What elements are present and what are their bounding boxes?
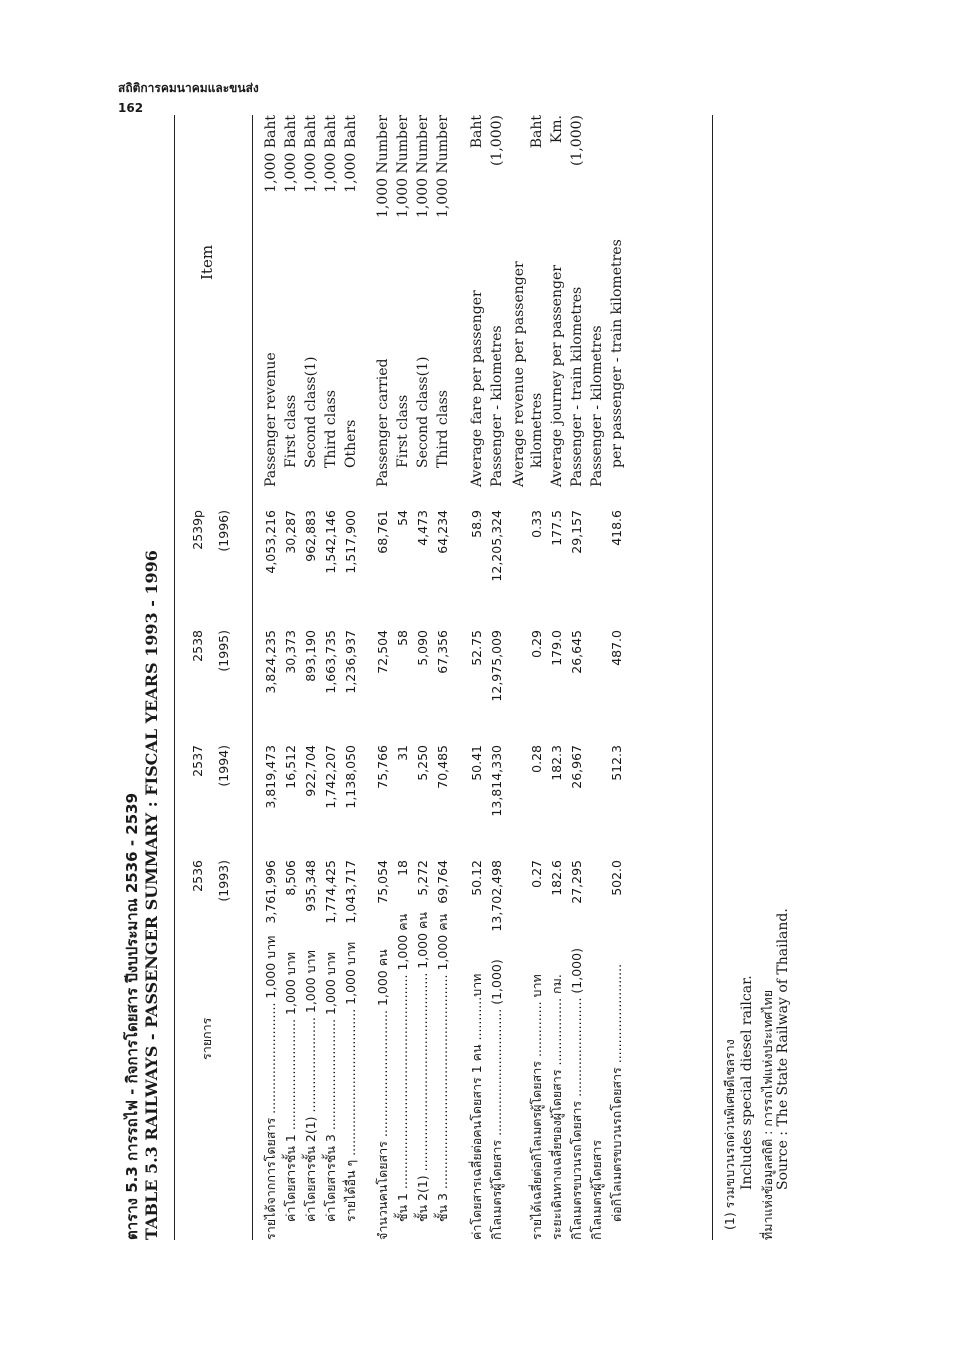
row-label-english: First class xyxy=(283,394,299,468)
header-item-english: Item xyxy=(198,244,216,280)
cell-value: 1,517,900 xyxy=(343,510,358,574)
cell-value: 31 xyxy=(395,745,410,761)
cell-value: 12,205,324 xyxy=(489,510,504,582)
row-label-thai: จำนวนคนโดยสาร ................................ 1,000 คน xyxy=(375,949,390,1240)
row-label-thai: ค่าโดยสารชั้น 1 ............................ 1,000 บาท xyxy=(283,951,298,1222)
cell-value: 4,053,216 xyxy=(263,510,278,574)
row-label-thai: ชั้น 2(1) .................................................. 1,000 คน xyxy=(415,912,430,1222)
publication-title: สถิติการคมนาคมและขนส่ง xyxy=(118,81,259,95)
row-label-thai: กิโลเมตรขบวนรถโดยสาร ......................... (1,000) xyxy=(569,948,584,1240)
year-th-3: 2539p xyxy=(190,510,205,550)
cell-value: 52.75 xyxy=(469,630,484,666)
cell-value: 72,504 xyxy=(375,630,390,674)
row-label-english: Passenger - train kilometres xyxy=(569,286,585,487)
cell-value: 58.9 xyxy=(469,510,484,538)
header-bottom-rule xyxy=(252,115,253,1240)
cell-value: 18 xyxy=(395,860,410,876)
row-unit: 1,000 Baht xyxy=(263,115,279,193)
row-label-english: Passenger revenue xyxy=(263,352,279,487)
cell-value: 1,774,425 xyxy=(323,860,338,924)
cell-value: 922,704 xyxy=(303,745,318,797)
rotated-table xyxy=(112,95,792,1280)
row-unit: 1,000 Number xyxy=(415,115,431,219)
footnote-thai: (1) รวมขบวนรถด่วนพิเศษดีเซลราง xyxy=(722,1039,737,1230)
row-label-english: Second class(1) xyxy=(303,356,319,468)
cell-value: 1,663,735 xyxy=(323,630,338,694)
cell-value: 75,766 xyxy=(375,745,390,789)
cell-value: 75,054 xyxy=(375,860,390,904)
year-en-0: (1993) xyxy=(216,860,231,902)
year-en-2: (1995) xyxy=(216,630,231,672)
row-label-thai: รายได้เฉลี่ยต่อกิโลเมตรผู้โดยสาร .............. บาท xyxy=(529,974,544,1240)
cell-value: 893,190 xyxy=(303,630,318,682)
cell-value: 26,645 xyxy=(569,630,584,674)
cell-value: 418.6 xyxy=(609,510,624,546)
row-unit: 1,000 Baht xyxy=(303,115,319,193)
page-number: 162 xyxy=(118,101,144,115)
footnote-english: Includes special diesel railcar. xyxy=(739,975,755,1190)
row-label-english: Others xyxy=(343,419,359,468)
cell-value: 13,702,498 xyxy=(489,860,504,932)
cell-value: 12,975,009 xyxy=(489,630,504,702)
cell-value: 58 xyxy=(395,630,410,646)
cell-value: 69,764 xyxy=(435,860,450,904)
cell-value: 4,473 xyxy=(415,510,430,546)
row-label-english: Third class xyxy=(435,390,451,468)
cell-value: 54 xyxy=(395,510,410,526)
cell-value: 8,506 xyxy=(283,860,298,896)
year-en-1: (1994) xyxy=(216,745,231,787)
row-label-english: Passenger - kilometres xyxy=(489,325,505,487)
cell-value: 177.5 xyxy=(549,510,564,546)
cell-value: 26,967 xyxy=(569,745,584,789)
cell-value: 5,250 xyxy=(415,745,430,781)
cell-value: 16,512 xyxy=(283,745,298,789)
table-bottom-rule xyxy=(712,115,713,1240)
cell-value: 3,761,996 xyxy=(263,860,278,924)
row-unit: 1,000 Number xyxy=(435,115,451,219)
cell-value: 182.3 xyxy=(549,745,564,781)
row-label-english: per passenger - train kilometres xyxy=(609,239,625,468)
row-unit: (1,000) xyxy=(489,115,505,167)
row-label-thai: รายได้จากการโดยสาร ............................ 1,000 บาท xyxy=(263,935,278,1240)
cell-value: 1,236,937 xyxy=(343,630,358,694)
row-label-thai: กิโลเมตรผู้โดยสาร ................................ (1,000) xyxy=(489,959,504,1240)
cell-value: 0.29 xyxy=(529,630,544,658)
cell-value: 3,824,235 xyxy=(263,630,278,694)
row-unit: Baht xyxy=(529,115,545,149)
row-unit: 1,000 Baht xyxy=(323,115,339,193)
cell-value: 30,373 xyxy=(283,630,298,674)
row-label-thai: ชั้น 1 ...................................................... 1,000 คน xyxy=(395,913,410,1222)
row-label-english: Average revenue per passenger xyxy=(511,261,527,487)
row-label-thai: ค่าโดยสารเฉลี่ยต่อคนโดยสาร 1 คน ...........บาท xyxy=(469,973,484,1240)
table-title-english: TABLE 5.3 RAILWAYS - PASSENGER SUMMARY : FISCAL YEARS 1993 - 1996 xyxy=(142,550,161,1240)
cell-value: 1,043,717 xyxy=(343,860,358,924)
cell-value: 5,090 xyxy=(415,630,430,666)
cell-value: 935,348 xyxy=(303,860,318,912)
row-label-english: First class xyxy=(395,394,411,468)
row-unit: Baht xyxy=(469,115,485,149)
row-label-english: Average fare per passenger xyxy=(469,290,485,487)
cell-value: 5,272 xyxy=(415,860,430,896)
row-label-thai: ต่อกิโลเมตรขบวนรถโดยสาร ......................... xyxy=(609,963,624,1222)
row-unit: Km. xyxy=(549,115,565,144)
cell-value: 487.0 xyxy=(609,630,624,666)
cell-value: 512.3 xyxy=(609,745,624,781)
row-label-thai: ระยะเดินทางเฉลี่ยของผู้โดยสาร ................. กม. xyxy=(549,974,564,1240)
cell-value: 67,356 xyxy=(435,630,450,674)
cell-value: 30,287 xyxy=(283,510,298,554)
cell-value: 68,761 xyxy=(375,510,390,554)
cell-value: 0.33 xyxy=(529,510,544,538)
row-unit: 1,000 Baht xyxy=(343,115,359,193)
row-label-english: Third class xyxy=(323,390,339,468)
row-label-thai: รายได้อื่น ๆ ..................................... 1,000 บาท xyxy=(343,941,358,1222)
cell-value: 27,295 xyxy=(569,860,584,904)
year-th-0: 2536 xyxy=(190,860,205,892)
row-unit: (1,000) xyxy=(569,115,585,167)
row-label-english: Average journey per passenger xyxy=(549,265,565,487)
row-unit: 1,000 Number xyxy=(375,115,391,219)
table-top-rule xyxy=(174,115,175,1240)
source-thai: ที่มาแห่งข้อมูลสถิติ : การรถไฟแห่งประเทศไทย xyxy=(760,989,775,1240)
row-label-english: kilometres xyxy=(529,392,545,468)
cell-value: 1,742,207 xyxy=(323,745,338,809)
cell-value: 50.12 xyxy=(469,860,484,896)
row-label-thai: กิโลเมตรผู้โดยสาร xyxy=(589,1139,604,1240)
year-en-3: (1996) xyxy=(216,510,231,552)
cell-value: 13,814,330 xyxy=(489,745,504,817)
row-label-english: Passenger carried xyxy=(375,358,391,487)
row-label-thai: ค่าโดยสารชั้น 3 ............................ 1,000 บาท xyxy=(323,951,338,1222)
cell-value: 1,138,050 xyxy=(343,745,358,809)
row-unit: 1,000 Number xyxy=(395,115,411,219)
row-label-english: Passenger - kilometres xyxy=(589,325,605,487)
cell-value: 182.6 xyxy=(549,860,564,896)
row-unit: 1,000 Baht xyxy=(283,115,299,193)
cell-value: 502.0 xyxy=(609,860,624,896)
cell-value: 3,819,473 xyxy=(263,745,278,809)
row-label-thai: ชั้น 3 ...................................................... 1,000 คน xyxy=(435,913,450,1222)
cell-value: 70,485 xyxy=(435,745,450,789)
cell-value: 1,542,146 xyxy=(323,510,338,574)
row-label-thai: ค่าโดยสารชั้น 2(1) ........................ 1,000 บาท xyxy=(303,950,318,1222)
cell-value: 29,157 xyxy=(569,510,584,554)
header-item-thai: รายการ xyxy=(199,1017,214,1060)
year-th-1: 2537 xyxy=(190,745,205,777)
table-title-thai: ตาราง 5.3 การรถไฟ - กิจการโดยสาร ปีงบประมาณ 2536 - 2539 xyxy=(123,792,141,1240)
cell-value: 179.0 xyxy=(549,630,564,666)
cell-value: 64,234 xyxy=(435,510,450,554)
cell-value: 50.41 xyxy=(469,745,484,781)
cell-value: 962,883 xyxy=(303,510,318,562)
year-th-2: 2538 xyxy=(190,630,205,662)
source-english: Source : The State Railway of Thailand. xyxy=(775,908,791,1190)
cell-value: 0.27 xyxy=(529,860,544,888)
cell-value: 0.28 xyxy=(529,745,544,773)
row-label-english: Second class(1) xyxy=(415,356,431,468)
